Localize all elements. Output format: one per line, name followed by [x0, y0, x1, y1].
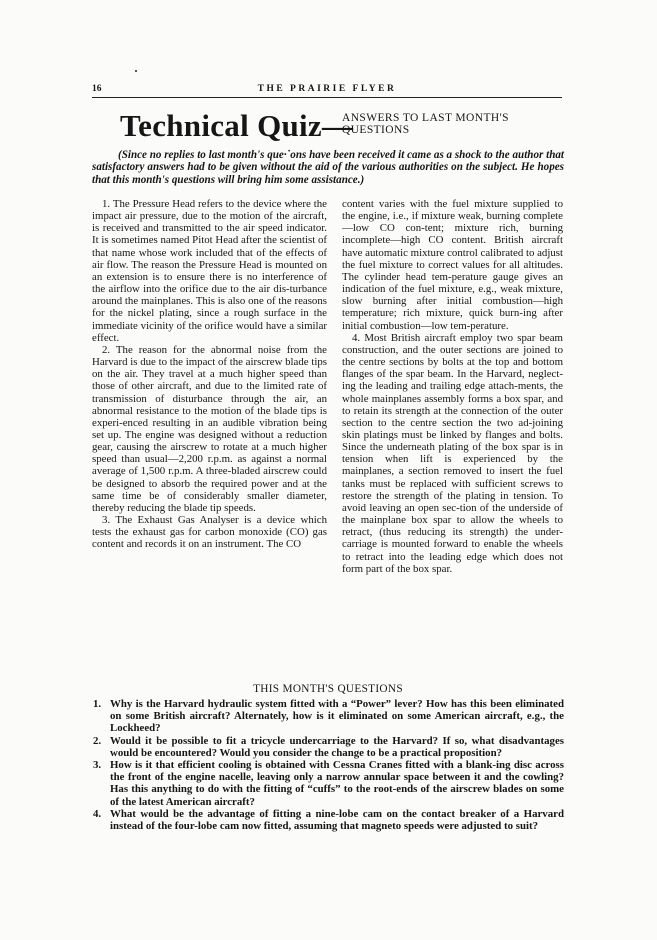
- article-title: Technical Quiz—: [120, 108, 354, 143]
- answer-3-start: 3. The Exhaust Gas Analyser is a device which tests the exhaust gas for carbon monoxide (CO) gas content and records it on an instrument. The CO: [92, 514, 327, 551]
- answer-4: 4. Most British aircraft employ two spar beam construction, and the outer sections are joined to the centre sections by bolts at the top and bottom flanges of the spar beam. In the Harvard, neglect-ing the leading and trailing edge attach-ments, the whole mainplanes assembly forms a box spar, and to retain its strength at the connection of the outer section to the centre section the two ad-joining skin platings must be linked by flanges and bolts. Since the underneath plating of the box spar is in tension when lift is experienced by the mainplanes, a section removed to insert the fuel tanks must be replaced with sufficient screws to restore the strength of the plating in tension. To avoid leaving an open sec-tion of the underside of the mainplane box spar to allow the wheels to retract, (thus reducing its strength) the under-carriage is mounted forward to enable the wheels to retract into the leading edge which does not form part of the box spar.: [342, 331, 563, 575]
- question-number: 1.: [93, 698, 102, 710]
- question-item: [92, 698, 564, 735]
- question-number: 4.: [93, 807, 102, 820]
- questions-heading: THIS MONTH'S QUESTIONS: [253, 683, 403, 695]
- question-text: Why is the Harvard hydraulic system fitted with a “Power” lever? How has this been eliminated on some British aircraft? Alternately, how is it eliminated on some American aircraft, e.g., the Lockheed?: [110, 698, 564, 735]
- answers-left-column: [92, 198, 327, 551]
- page-number: 16: [92, 84, 102, 94]
- question-text: What would be the advantage of fitting a nine-lobe cam on the contact breaker of a Harvard instead of the four-lobe cam now fitted, assuming that magneto speeds were adjusted to suit?: [110, 807, 564, 833]
- questions-list: [92, 698, 564, 832]
- question-number: 2.: [93, 734, 102, 747]
- question-text: How is it that efficient cooling is obtained with Cessna Cranes fitted with a blank-ing disc across the front of the engine nacelle, leaving only a narrow annular space between it and the cowling? Has this anything to do with the fitting of “cuffs” to the root-ends of the airscrew blades on some of the latest American aircraft?: [110, 759, 564, 808]
- answer-2: 2. The reason for the abnormal noise from the Harvard is due to the impact of the airscrew blade tips on the air. They travel at a much higher speed than those of other aircraft, and due to the limited rate of transmission of disturbance through the air, an abnormal resistance to the motion of the blade tips is experi-enced resulting in an audible vibration being set up. The engine was designed without a reduction gear, causing the airscrew to rotate at a much higher speed than usual—2,200 r.p.m. as against a normal average of 1,500 r.p.m. A three-bladed airscrew could be designed to absorb the required power and at the same time be of considerably smaller diameter, thereby reducing the blade tip speeds.: [92, 343, 327, 514]
- question-item: [92, 759, 564, 808]
- question-item: [92, 735, 564, 759]
- print-speck: [135, 70, 137, 72]
- magazine-title: THE PRAIRIE FLYER: [257, 84, 397, 94]
- question-item: [92, 808, 564, 832]
- article-subtitle-line-1: ANSWERS TO LAST MONTH'S: [342, 112, 509, 124]
- header-rule: [92, 97, 562, 98]
- question-text: Would it be possible to fit a tricycle undercarriage to the Harvard? If so, what disadvantages would be encountered? Would you consider the change to be a practical proposition?: [110, 734, 564, 759]
- article-subtitle-line-2: QUESTIONS: [342, 124, 410, 136]
- answers-right-column: [342, 198, 563, 575]
- question-number: 3.: [93, 759, 102, 772]
- article-subtitle: [342, 112, 509, 136]
- article-title-block: [92, 108, 562, 148]
- intro-paragraph: (Since no replies to last month's que·˙ons have been received it came as a shock to the author that satisfactory answers had to be given without the aid of the various authorities on the subject. He hopes that this month's questions will bring him some assistance.): [92, 149, 564, 186]
- answer-3-continued: content varies with the fuel mixture supplied to the engine, i.e., if mixture weak, burning complete—low CO con-tent; mixture rich, burning incomplete—high CO content. British aircraft have automatic mixture control calibrated to adjust the fuel mixture to correct values for all altitudes. The cylinder head tem-perature gauge gives an indication of the fuel mixture, e.g., weak mixture, slow burning after initial combustion—high temperature; rich mixture, quick burn-ing after initial combustion—low tem-perature.: [342, 198, 564, 332]
- running-header: [92, 84, 562, 98]
- answer-1: 1. The Pressure Head refers to the device where the impact air pressure, due to the motion of the aircraft, is received and transmitted to the air speed indicator. It is sometimes named Pitot Head after the scientist of that name whose work included that of the effects of air flow. The reason the Pressure Head is mounted on an extension is to ensure there is no interference of the airflow into the orifice due to the air dis-turbance around the mainplanes. This is also one of the reasons for the nickel plating, since a rough surface in the immediate vicinity of the orifice would have a similar effect.: [92, 198, 327, 344]
